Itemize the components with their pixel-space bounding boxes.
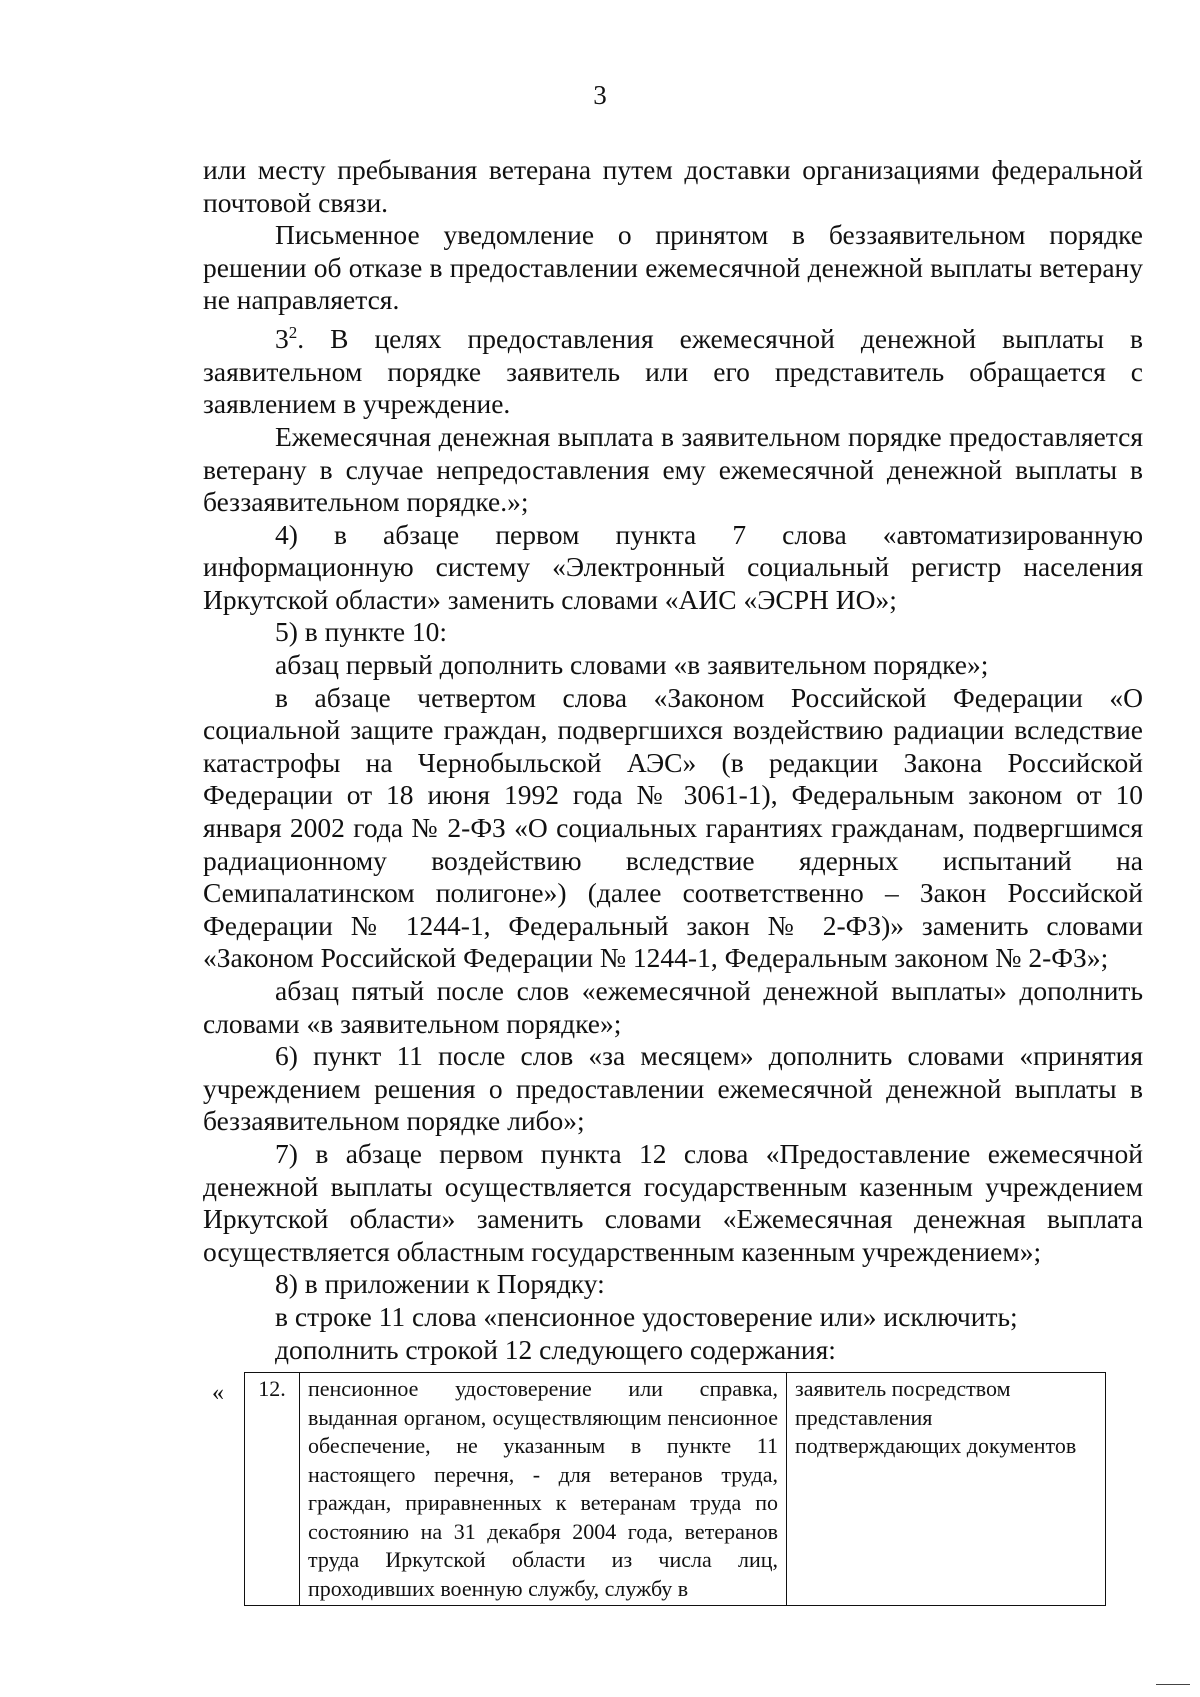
table-row — [245, 1373, 1106, 1606]
table-open-quote: « — [212, 1380, 224, 1406]
paragraph-item-5-fourth: в абзаце четвертом слова «Законом Российской Федерации «О социальной защите граждан, подвергшихся воздействию радиации вследствие катастрофы на Чернобыльской АЭС» (в редакции Закона Российской Федерации от 18 июня 1992 года № 3061-1), Федеральным законом от 10 января 2002 года № 2-ФЗ «О социальных гарантиях гражданам, подвергшимся радиационному воздействию вследствие ядерных испытаний на Семипалатинском полигоне») (далее соответственно – Закон Российской Федерации № 1244-1, Федеральный закон № 2-ФЗ)» заменить словами «Законом Российской Федерации № 1244-1, Федеральным законом № 2-ФЗ»; — [203, 681, 1143, 974]
page-number: 3 — [593, 80, 607, 110]
paragraph-notice: Письменное уведомление о принятом в беззаявительном порядке решении об отказе в предоставлении ежемесячной денежной выплаты ветерану не направляется. — [203, 219, 1143, 316]
row-number-cell: 12. — [245, 1373, 300, 1606]
paragraph-item-8-row-12: дополнить строкой 12 следующего содержания: — [275, 1333, 836, 1365]
clause-number: 3 — [275, 323, 289, 355]
paragraph-continuation: или месту пребывания ветерана путем доставки организациями федеральной почтовой связи. — [203, 154, 1143, 218]
document-body — [203, 154, 1143, 1366]
scan-edge-mark — [1156, 1684, 1190, 1685]
paragraph-item-8: 8) в приложении к Порядку: — [275, 1268, 605, 1300]
paragraph-clause-3-2 — [203, 317, 1143, 421]
paragraph-item-8-row-11: в строке 11 слова «пенсионное удостоверение или» исключить; — [275, 1300, 1018, 1332]
clause-text: . В целях предоставления ежемесячной денежной выплаты в заявительном порядке заявитель или его представитель обращается с заявлением в учреждение. — [203, 323, 1143, 420]
paragraph-item-7: 7) в абзаце первом пункта 12 слова «Предоставление ежемесячной денежной выплаты осуществляется государственным казенным учреждением Иркутской области» заменить словами «Ежемесячная денежная выплата осуществляется областным государственным казенным учреждением»; — [203, 1137, 1143, 1267]
appendix-insert-table — [244, 1372, 1106, 1606]
submitted-by-cell: заявитель посредством представления подтверждающих документов — [787, 1373, 1106, 1606]
paragraph-item-6: 6) пункт 11 после слов «за месяцем» дополнить словами «принятия учреждением решения о предоставлении ежемесячной денежной выплаты в беззаявительном порядке либо»; — [203, 1040, 1143, 1137]
paragraph-item-5-fifth: абзац пятый после слов «ежемесячной денежной выплаты» дополнить словами «в заявительном порядке»; — [203, 975, 1143, 1039]
document-description-cell: пенсионное удостоверение или справка, выданная органом, осуществляющим пенсионное обеспечение, не указанным в пункте 11 настоящего перечня, - для ветеранов труда, граждан, приравненных к ветеранам труда по состоянию на 31 декабря 2004 года, ветеранов труда Иркутской области из числа лиц, проходивших военную службу, службу в — [300, 1373, 787, 1606]
paragraph-item-4: 4) в абзаце первом пункта 7 слова «автоматизированную информационную систему «Электронный социальный регистр населения Иркутской области» заменить словами «АИС «ЭСРН ИО»; — [203, 518, 1143, 615]
paragraph-item-5-first: абзац первый дополнить словами «в заявительном порядке»; — [275, 649, 989, 681]
paragraph-monthly-payment: Ежемесячная денежная выплата в заявительном порядке предоставляется ветерану в случае непредоставления ему ежемесячной денежной выплаты в беззаявительном порядке.»; — [203, 420, 1143, 518]
clause-superscript: 2 — [288, 322, 298, 342]
paragraph-item-5: 5) в пункте 10: — [275, 616, 448, 648]
